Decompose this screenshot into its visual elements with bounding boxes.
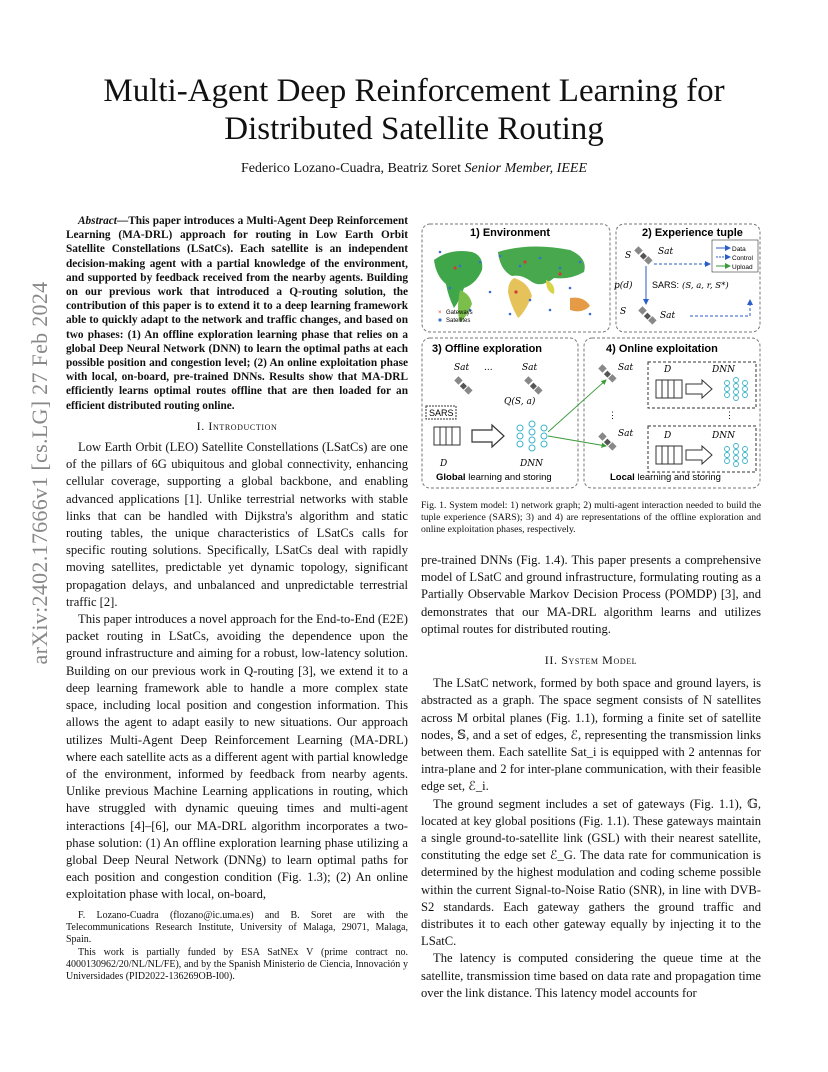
arxiv-identifier: arXiv:2402.17666v1 [cs.LG] 27 Feb 2024: [27, 281, 52, 665]
satellite-icon: [598, 364, 616, 382]
legend-satellites: Satellites: [446, 318, 471, 324]
legend-control: Control: [732, 255, 753, 262]
satellite-icon: [454, 376, 472, 394]
abstract: Abstract—This paper introduces a Multi-Agent Deep Reinforcement Learning (MA-DRL) approach for routing in Low Earth Orbit Satellite Constellations (LSatCs). Each satellite is an independent decision-making agent with a partial knowledge of the environment, and supported by feedback received from the nearby agents. Building on our previous work that introduced a Q-routing solution, the contribution of this paper is to extend it to a deep learning framework able to quickly adapt to the network and traffic changes, and based on two phases: (1) An offline exploration learning phase that relies on a global Deep Neural Network (DNN) to learn the optimal paths at each possible position and congestion level; (2) An online exploitation phase with local, on-board, pre-trained DNNs. Results show that MA-DRL efficiently learns optimal routes offline that are then loaded for an efficient distributed routing online.: [66, 215, 408, 412]
svg-text:×: ×: [438, 310, 442, 316]
offline-sat0: Sat: [454, 363, 470, 373]
section-heading-system-model: II. System Model: [544, 653, 638, 668]
intro-paragraph-1: Low Earth Orbit (LEO) Satellite Constellations (LSatCs) are one of the pillars of 6G ubiquitous and global connectivity, enhancing cellular coverage, supporting a global backbone, and enabling advanced applications [1]. Unlike terrestrial networks with stable links that can be handled with Dijkstra's algorithm and static routing tables, the unique characteristics of LSatCs calls for specific routing solutions. Specifically, LSatCs deal with rapidly moving satellites, predictable yet dynamic topology, significant propagation delays, and unbalanced and unpredictable terrestrial traffic [2].: [66, 440, 408, 609]
dnnn-label: DNN: [712, 431, 735, 441]
environment-title: 1) Environment: [470, 227, 551, 239]
footnote: F. Lozano-Cuadra (flozano@ic.uma.es) and B. Soret are with the Telecommunications Research Institute, University of Malaga, 29071, Malaga, Spain. This work is partially funded by ESA SatNEx V (prime contract no. 4000130962/20/NL/NL/FE), and by the Spanish Ministerio de Ciencia, Innovación y Universidades (PID2022-136269OB-I00).: [66, 910, 408, 983]
system-paragraph-2: The ground segment includes a set of gateways (Fig. 1.1), 𝔾, located at key global positions (Fig. 1.1). These gateways maintain a single ground-to-satellite link (GSL) with their nearest satellite, constituting the edge set ℰ_G. The data rate for communication is determined by the highest modulation and coding scheme possible within the current Signal-to-Noise Ratio (SNR), in line with DVB-S2 standards. Each gateway gathers the ground traffic and distributes it to each other gateway equally by injecting it to the LSatC.: [421, 796, 761, 949]
offline-footer-bold: Global: [436, 472, 466, 483]
authors: Federico Lozano-Cuadra, Beatriz Soret Senior Member, IEEE: [241, 161, 587, 176]
arrow-icon: [472, 425, 504, 447]
legend-data: Data: [732, 246, 746, 253]
section-heading-introduction: I. Introduction: [196, 418, 278, 433]
offline-exploration-title: 3) Offline exploration: [432, 343, 543, 355]
online-footer-bold: Local: [610, 472, 635, 483]
experience-tuple-title: 2) Experience tuple: [642, 227, 743, 239]
satellite-icon: [634, 246, 652, 264]
svg-text:Local learning and storing: [610, 472, 721, 483]
dn-label: D: [664, 431, 672, 441]
sat-j-label: Sat: [660, 311, 676, 321]
dnn-g-label: DNN: [520, 459, 543, 469]
online-footer: learning and storing: [637, 472, 721, 483]
q-function: Q(S, a): [504, 397, 536, 407]
sars-tuple: (S, a, r, S*): [682, 281, 729, 291]
sars-box: SARS: [429, 408, 454, 418]
system-paragraph-3: The latency is computed considering the queue time at the satellite, transmission time based on data rate and propagation time over the link distance. This latency model accounts for: [421, 951, 761, 1000]
d0-label: D: [664, 365, 672, 375]
system-paragraph-1: The LSatC network, formed by both space and ground layers, is abstracted as a graph. The space segment consists of N satellites across M orbital planes (Fig. 1.1), forming a finite set of satellite nodes, 𝕊, and a set of edges, ℰ, representing the transmission links between them. Each satellite Sat_i is equipped with 2 antennas for intra-plane and 2 for inter-plane communication, with their feasible edge set, ℰ_i.: [421, 676, 761, 794]
offline-dots: ...: [484, 363, 493, 373]
figure-caption: Fig. 1. System model: 1) network graph; 2) multi-agent interaction needed to build the tuple experience (SARS); 3) and 4) are representations of the offline exploration and online exploitation phases, respectively.: [421, 500, 761, 535]
satellite-icon: [598, 432, 616, 450]
left-column: [66, 214, 408, 904]
satellite-icon: [524, 376, 542, 394]
right-column: [421, 552, 761, 1002]
state-s-t: S: [625, 251, 632, 261]
sat-i-label: Sat: [658, 247, 674, 257]
dnn0-label: DNN: [712, 365, 735, 375]
offline-satN: Sat: [522, 363, 538, 373]
d-g-label: D: [440, 459, 448, 469]
offline-footer: learning and storing: [468, 472, 552, 483]
svg-text:⋮: ⋮: [608, 411, 617, 421]
p-d-label: p(d): [614, 281, 633, 291]
legend-upload: Upload: [732, 264, 753, 271]
sars-label: SARS:: [652, 280, 680, 290]
svg-text:Global learning and storing: [436, 472, 552, 483]
figure-system-model: [420, 222, 762, 490]
state-s-t1: S: [620, 307, 627, 317]
paper-title: Multi-Agent Deep Reinforcement Learning for Distributed Satellite Routing: [103, 73, 725, 147]
intro-paragraph-3: pre-trained DNNs (Fig. 1.4). This paper presents a comprehensive model of LSatC and ground infrastructure, formulating routing as a Partially Observable Markov Decision Process (POMDP) [3], and demonstrates that our MA-DRL algorithm learns and utilizes optimal routes for distributed routing.: [421, 553, 761, 636]
legend-gateways: Gateways: [446, 310, 473, 316]
intro-paragraph-2: This paper introduces a novel approach for the End-to-End (E2E) packet routing in LSatCs, avoiding the dependence upon the ground infrastructure and aiming for a robust, low-latency solution. Building on our previous work in Q-routing [3], we extend it to a deep learning framework able to handle a more complex state space, including local position and congestion information. This allows the agent to adapt easily to new situations. Our approach utilizes Multi-Agent Deep Reinforcement Learning (MA-DRL) where each satellite acts as a different agent with partial knowledge of the environment, informed by feedback from nearby agents. Unlike previous Machine Learning applications in routing, which have struggled with dynamic queuing times and multi-agent interactions [4]–[6], our MA-DRL algorithm incorporates a two-phase solution: (1) An offline exploration learning phase utilizing a global Deep Neural Network (DNNg) to learn optimal paths for each position and congestion condition (Fig. 1.3); (2) An online exploitation phase with local, on-board,: [66, 612, 408, 902]
online-sat0: Sat: [618, 363, 634, 373]
satellite-icon: [638, 306, 656, 324]
figure-graphic: [420, 222, 762, 490]
online-satN: Sat: [618, 429, 634, 439]
svg-text:⋮: ⋮: [725, 411, 734, 421]
neural-network-icon: [517, 421, 547, 451]
online-exploitation-title: 4) Online exploitation: [606, 343, 718, 355]
